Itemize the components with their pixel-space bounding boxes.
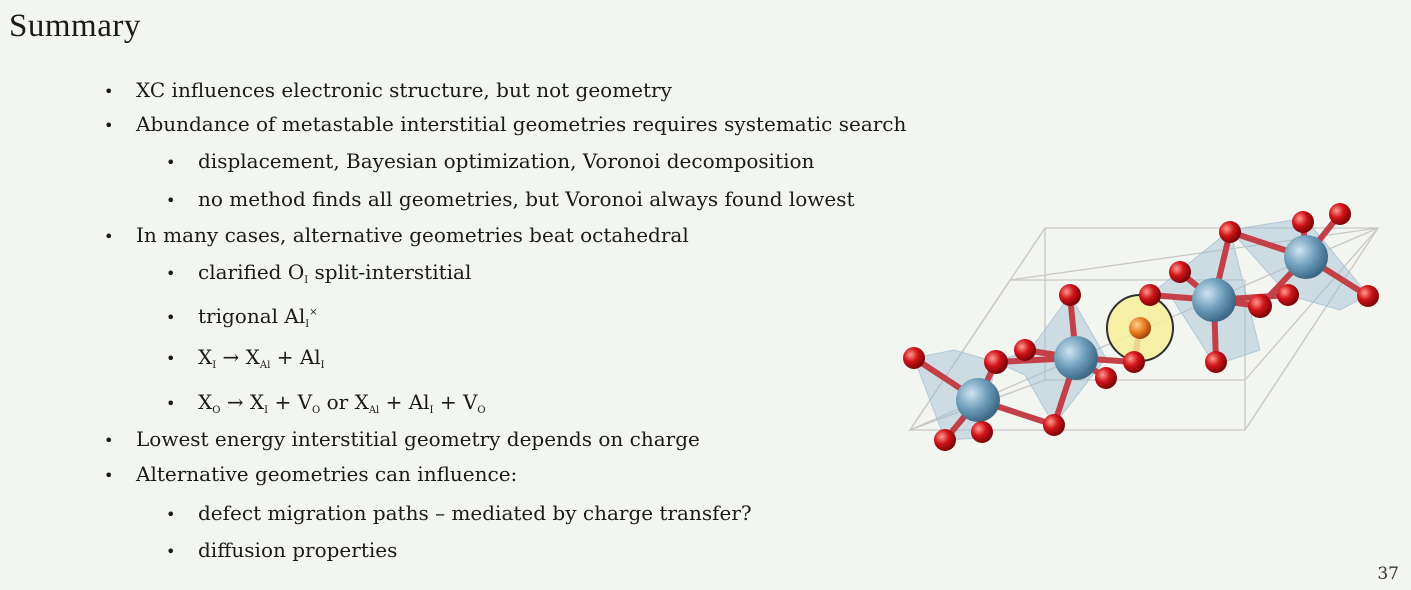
- subbullet-reaction-1: • $X_I \to X_{Al} + Al_I$: [166, 345, 325, 371]
- subbullet-diffusion: • diffusion properties: [166, 538, 398, 562]
- subbullet-trigonal: • trigonal $Al_I^\times$: [166, 304, 318, 330]
- subbullet-methods: • displacement, Bayesian optimization, Voronoi decomposition: [166, 149, 815, 173]
- crystal-structure-icon: [900, 200, 1400, 470]
- bullet-alternative: • In many cases, alternative geometries beat octahedral: [104, 223, 689, 247]
- bullet-metastable: • Abundance of metastable interstitial geometries requires systematic search: [104, 112, 907, 136]
- interstitial-atom: [1129, 317, 1151, 339]
- subbullet-voronoi: • no method finds all geometries, but Voronoi always found lowest: [166, 187, 855, 211]
- subbullet-migration: • defect migration paths – mediated by charge transfer?: [166, 501, 752, 525]
- crystal-structure-figure: [900, 200, 1400, 470]
- subbullet-split-interstitial: • clarified $O_I$ split-interstitial: [166, 260, 472, 286]
- subbullet-reaction-2: • $X_O \to X_I + V_O$ or $X_{Al} + Al_I + V_O$: [166, 390, 486, 416]
- bullet-lowest-energy: • Lowest energy interstitial geometry depends on charge: [104, 427, 700, 451]
- slide-title: Summary: [9, 8, 141, 44]
- bullet-xc-influence: • XC influences electronic structure, but not geometry: [104, 78, 672, 102]
- page-number: 37: [1377, 564, 1399, 584]
- bullet-influence: • Alternative geometries can influence:: [104, 462, 518, 486]
